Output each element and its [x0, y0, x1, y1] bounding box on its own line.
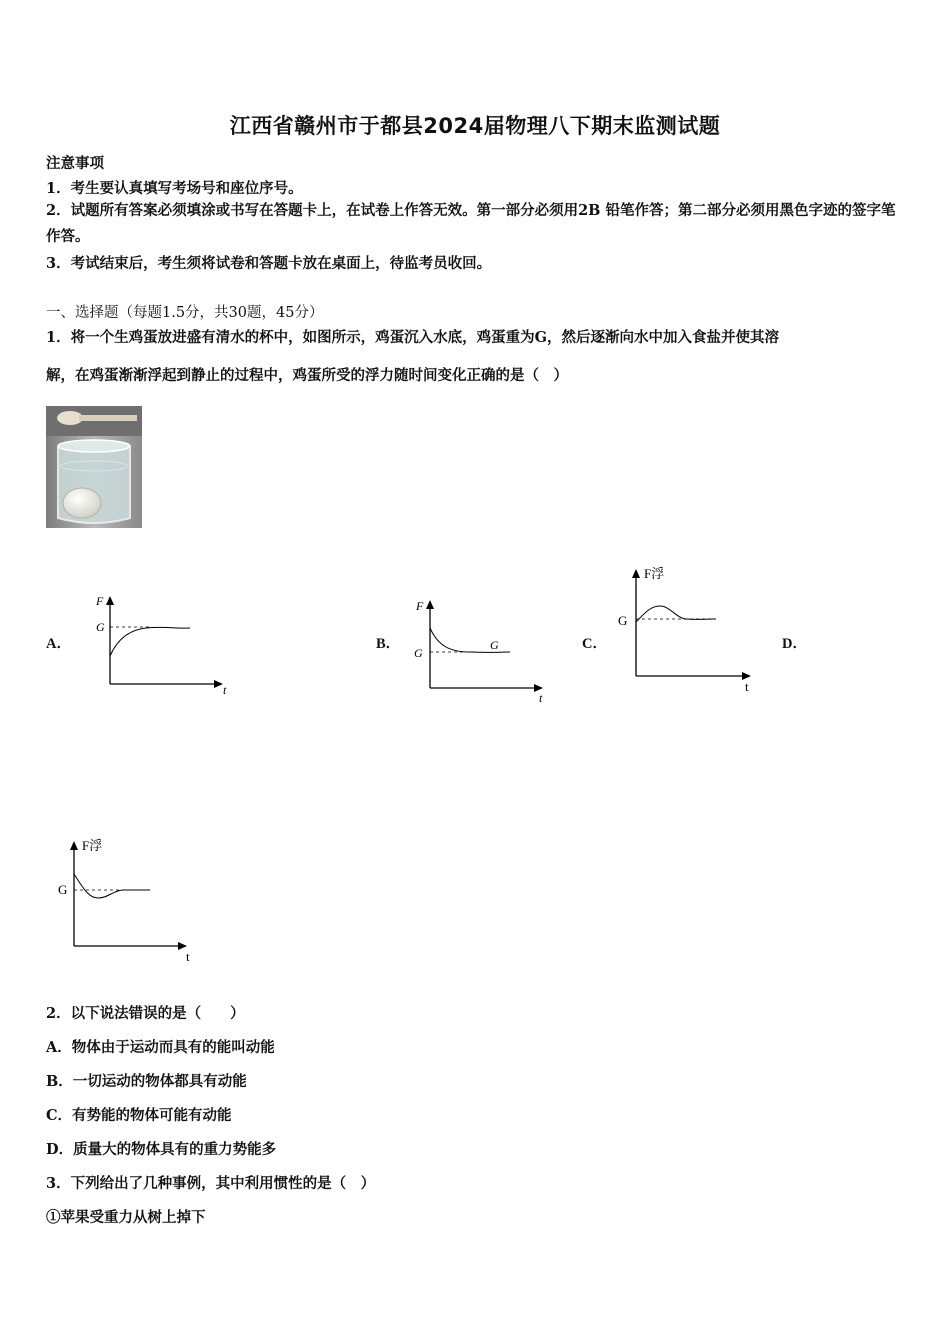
x-axis-label: t — [539, 691, 543, 705]
question-2-option-d[interactable]: D．质量大的物体具有的重力势能多 — [46, 1141, 277, 1158]
y-axis-label: F浮 — [644, 566, 665, 581]
option-d-graph — [52, 834, 202, 968]
question-2-option-c[interactable]: C．有势能的物体可能有动能 — [46, 1107, 232, 1124]
g-label: G — [58, 882, 68, 897]
x-axis-label: t — [186, 949, 190, 964]
g-curve-label: G — [490, 638, 499, 652]
option-b-graph — [410, 590, 560, 706]
option-d-label[interactable]: D． — [782, 636, 807, 652]
egg-in-glass-illustration — [46, 406, 142, 528]
x-axis-label: t — [223, 683, 227, 697]
option-b-label[interactable]: B． — [376, 636, 401, 652]
g-label: G — [96, 620, 105, 634]
question-1-line-2: 解，在鸡蛋渐渐浮起到静止的过程中，鸡蛋所受的浮力随时间变化正确的是（ ） — [46, 367, 568, 384]
question-2-stem: 2．以下说法错误的是（ ） — [46, 1005, 245, 1022]
g-label: G — [414, 646, 423, 660]
notice-item: 1．考生要认真填写考场号和座位序号。 — [46, 180, 303, 197]
g-label: G — [618, 613, 628, 628]
y-axis-label: F — [416, 599, 424, 613]
page-title: 江西省赣州市于都县2024届物理八下期末监测试题 — [229, 114, 721, 138]
notice-heading: 注意事项 — [46, 155, 104, 172]
option-c-graph — [614, 562, 764, 696]
option-a-label[interactable]: A． — [46, 636, 71, 652]
y-axis-label: F浮 — [82, 838, 103, 853]
x-axis-label: t — [745, 679, 749, 694]
option-a-graph — [90, 590, 240, 702]
question-2-option-a[interactable]: A．物体由于运动而具有的能叫动能 — [46, 1039, 275, 1056]
notice-item: 2．试题所有答案必须填涂或书写在答题卡上，在试卷上作答无效。第一部分必须用2B 铅笔作答；第二部分必须用黑色字迹的签字笔作答。 — [46, 202, 896, 245]
question-1-line-1: 1．将一个生鸡蛋放进盛有清水的杯中，如图所示，鸡蛋沉入水底，鸡蛋重为G，然后逐渐向水中加入食盐并使其溶 — [46, 329, 779, 346]
section-heading: 一、选择题（每题1.5分，共30题，45分） — [46, 305, 324, 321]
question-3-stem: 3．下列给出了几种事例，其中利用惯性的是（ ） — [46, 1175, 376, 1192]
question-2-option-b[interactable]: B．一切运动的物体都具有动能 — [46, 1073, 247, 1090]
question-3-item: ①苹果受重力从树上掉下 — [46, 1209, 206, 1226]
option-c-label[interactable]: C． — [582, 636, 607, 652]
y-axis-label: F — [96, 594, 104, 608]
notice-item: 3．考试结束后，考生须将试卷和答题卡放在桌面上，待监考员收回。 — [46, 255, 492, 272]
